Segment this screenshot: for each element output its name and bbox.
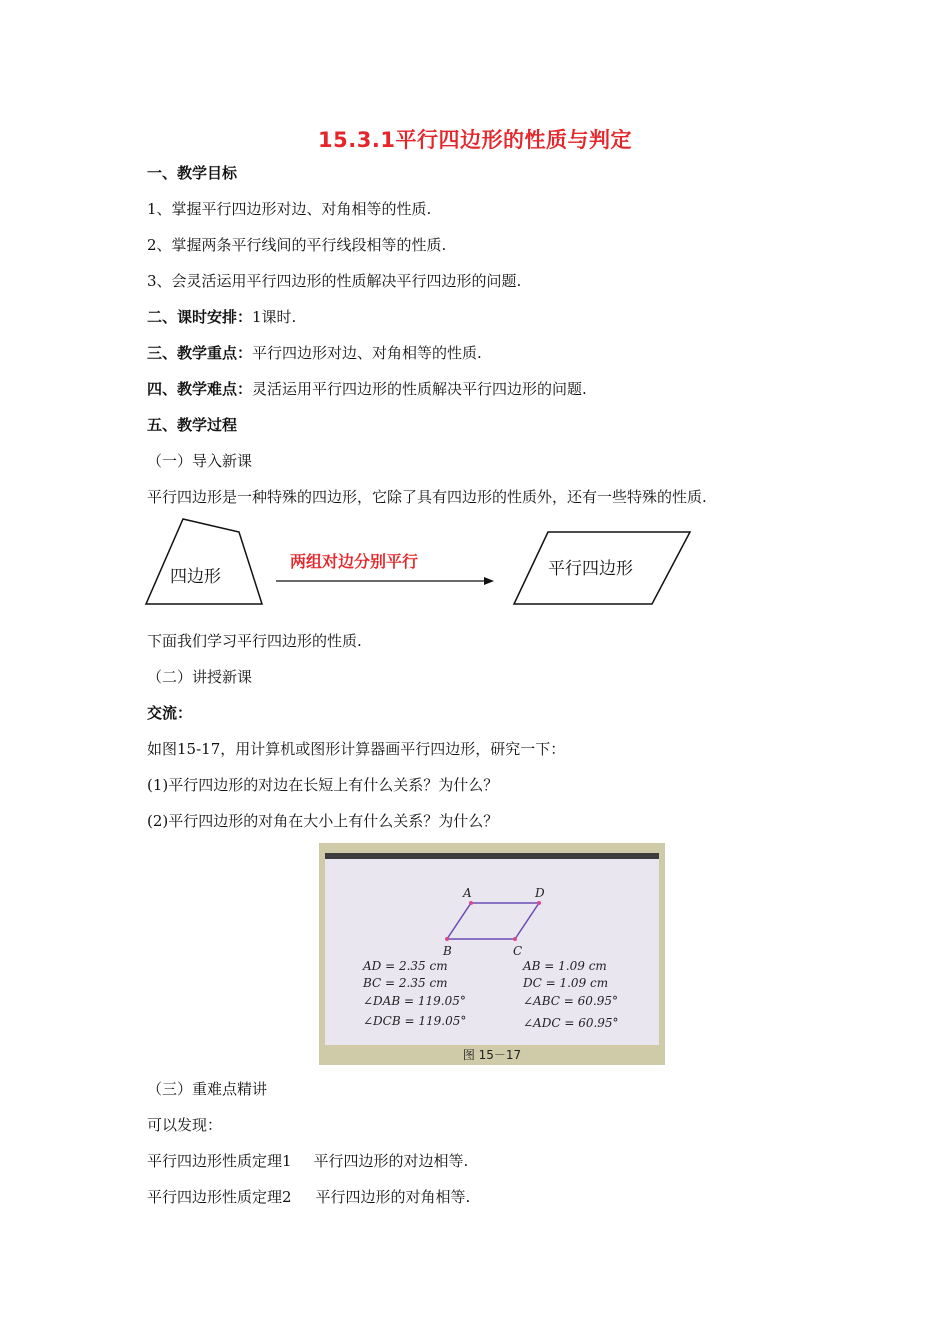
measure-bc: BC = 2.35 cm — [363, 976, 448, 990]
schedule-text: 1课时. — [252, 308, 297, 326]
schedule-line — [147, 307, 296, 327]
measure-angle-abc: ∠ABC = 60.95° — [523, 994, 618, 1008]
arrow-head-icon — [484, 577, 494, 585]
label-d: D — [535, 886, 545, 900]
label-a: A — [463, 886, 472, 900]
parallelogram-label: 平行四边形 — [548, 559, 633, 579]
arrow-label: 两组对边分别平行 — [290, 552, 419, 571]
label-c: C — [513, 944, 523, 958]
key-point-heading: 三、教学重点： — [147, 344, 253, 362]
measure-ab: AB = 1.09 cm — [523, 959, 607, 973]
vertex-b — [445, 937, 449, 941]
quad-to-parallelogram-diagram — [140, 512, 700, 612]
quadrilateral-label: 四边形 — [170, 567, 221, 587]
goal-item-1: 1、掌握平行四边形对边、对角相等的性质. — [147, 200, 432, 218]
question-1: (1)平行四边形的对边在长短上有什么关系？为什么？ — [147, 776, 499, 794]
theorem-1-text: 平行四边形的对边相等. — [313, 1152, 469, 1170]
page-title: 15.3.1平行四边形的性质与判定 — [318, 128, 632, 152]
found-text: 可以发现： — [147, 1116, 223, 1134]
label-b: B — [443, 944, 452, 958]
theorem-1-name: 平行四边形性质定理1 — [147, 1152, 292, 1170]
figure-15-17 — [319, 843, 665, 1065]
next-text: 下面我们学习平行四边形的性质. — [147, 632, 362, 650]
measure-dc: DC = 1.09 cm — [523, 976, 609, 990]
measure-angle-adc: ∠ADC = 60.95° — [523, 1016, 619, 1030]
key-point-line — [147, 343, 482, 363]
question-2: (2)平行四边形的对角在大小上有什么关系？为什么？ — [147, 812, 499, 830]
quadrilateral-shape — [146, 519, 262, 604]
question-intro: 如图15-17，用计算机或图形计算器画平行四边形，研究一下： — [147, 740, 566, 758]
exchange-label: 交流： — [147, 704, 193, 722]
difficulty-heading: 四、教学难点： — [147, 380, 253, 398]
vertex-c — [513, 937, 517, 941]
theorem-2-name: 平行四边形性质定理2 — [147, 1188, 292, 1206]
difficulty-text: 灵活运用平行四边形的性质解决平行四边形的问题. — [252, 380, 587, 398]
vertex-a — [469, 901, 473, 905]
difficulty-line — [147, 379, 587, 399]
vertex-d — [537, 901, 541, 905]
section-heading-process: 五、教学过程 — [147, 416, 238, 434]
measure-angle-dab: ∠DAB = 119.05° — [363, 994, 466, 1008]
theorem-2 — [147, 1187, 470, 1207]
goal-item-2: 2、掌握两条平行线间的平行线段相等的性质. — [147, 236, 447, 254]
sub-heading-key-explain: （三）重难点精讲 — [147, 1080, 268, 1098]
theorem-2-text: 平行四边形的对角相等. — [315, 1188, 471, 1206]
sub-heading-intro: （一）导入新课 — [147, 452, 253, 470]
measure-angle-dcb: ∠DCB = 119.05° — [363, 1014, 467, 1028]
intro-paragraph: 平行四边形是一种特殊的四边形，它除了具有四边形的性质外，还有一些特殊的性质. — [147, 488, 707, 506]
sub-heading-new-lesson: （二）讲授新课 — [147, 668, 253, 686]
measure-ad: AD = 2.35 cm — [363, 959, 448, 973]
goal-item-3: 3、会灵活运用平行四边形的性质解决平行四边形的问题. — [147, 272, 522, 290]
calculator-screen — [325, 853, 659, 1045]
section-heading-goals: 一、教学目标 — [147, 164, 238, 182]
figure-caption: 图 15－17 — [462, 1048, 522, 1062]
schedule-heading: 二、课时安排： — [147, 308, 253, 326]
theorem-1 — [147, 1151, 468, 1171]
key-point-text: 平行四边形对边、对角相等的性质. — [252, 344, 482, 362]
abcd-parallelogram — [447, 903, 539, 939]
